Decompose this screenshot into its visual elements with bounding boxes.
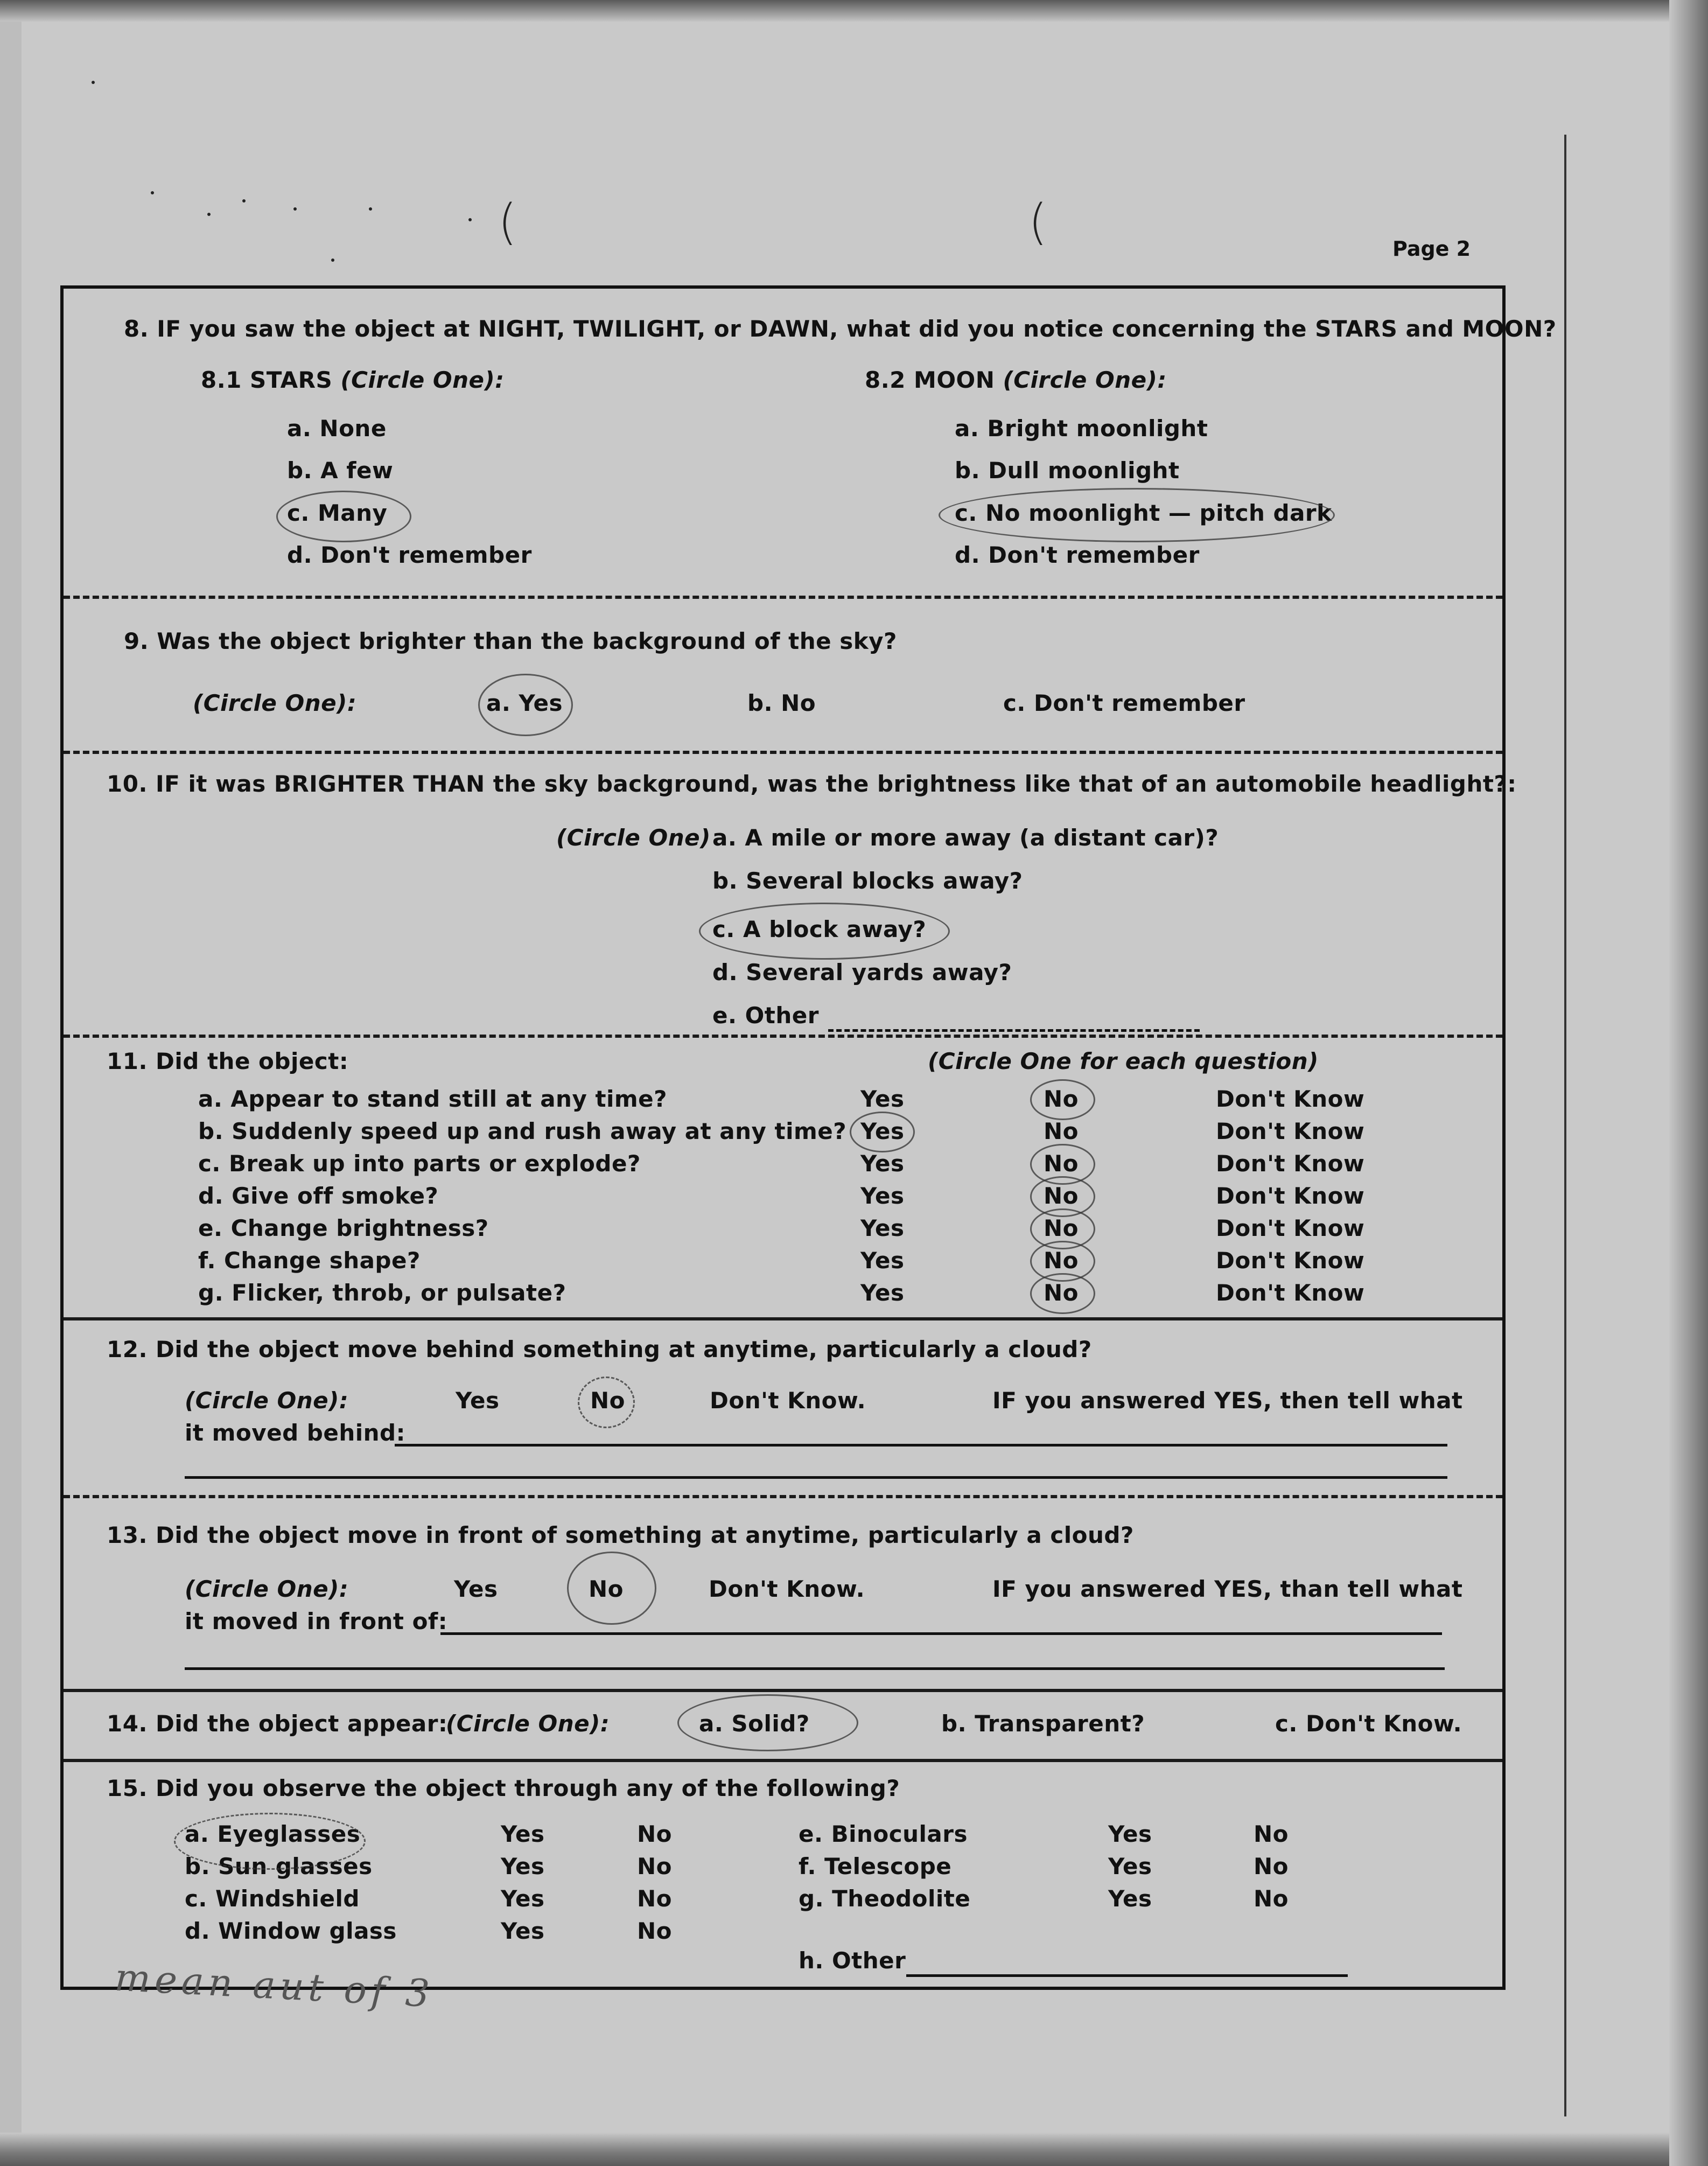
q15-answer-no[interactable]: No: [637, 1821, 673, 1847]
q13-followup-prompt: IF you answered YES, than tell what: [992, 1576, 1463, 1602]
q8-stars-instruction: (Circle One):: [340, 367, 505, 393]
q15-item-label: c. Windshield: [185, 1885, 360, 1912]
q11-instruction: (Circle One for each question): [928, 1048, 1319, 1074]
q14-option-c[interactable]: c. Don't Know.: [1275, 1710, 1462, 1737]
q11-answer-yes[interactable]: Yes: [860, 1150, 905, 1177]
q9-instruction: (Circle One):: [193, 690, 357, 716]
q8-stars-option-d[interactable]: d. Don't remember: [287, 542, 532, 568]
q15-answer-yes[interactable]: Yes: [1108, 1885, 1152, 1912]
q9-option-a[interactable]: a. Yes: [486, 690, 563, 716]
selection-circle: [174, 1813, 366, 1870]
selection-circle: [850, 1112, 915, 1152]
selection-circle: [578, 1377, 635, 1428]
margin-rule: [1564, 135, 1566, 2116]
section-divider: [64, 1495, 1502, 1498]
q8-moon-heading: [865, 367, 1167, 393]
q8-stars-option-b[interactable]: b. A few: [287, 457, 394, 484]
q15-answer-no[interactable]: No: [1254, 1821, 1289, 1847]
q15-answer-yes[interactable]: Yes: [501, 1885, 545, 1912]
q12-followup-field[interactable]: [395, 1444, 1447, 1447]
q11-answer-no[interactable]: No: [1044, 1118, 1079, 1144]
q11-answer-dont-know[interactable]: Don't Know: [1216, 1247, 1365, 1274]
speck: [293, 207, 297, 211]
q15-answer-no[interactable]: No: [637, 1918, 673, 1944]
q11-answer-dont-know[interactable]: Don't Know: [1216, 1150, 1365, 1177]
q15-answer-yes[interactable]: Yes: [501, 1918, 545, 1944]
q15-item-label: g. Theodolite: [799, 1885, 971, 1912]
selection-circle: [478, 674, 573, 736]
q11-item-label: b. Suddenly speed up and rush away at any time?: [198, 1118, 847, 1144]
q11-answer-no[interactable]: No: [1044, 1086, 1079, 1112]
q11-answer-dont-know[interactable]: Don't Know: [1216, 1086, 1365, 1112]
selection-circle: [699, 903, 950, 960]
staple-mark: (: [498, 194, 517, 250]
q11-item-label: c. Break up into parts or explode?: [198, 1150, 641, 1177]
q15-option-other[interactable]: h. Other: [799, 1947, 906, 1974]
q11-item-label: d. Give off smoke?: [198, 1183, 439, 1209]
selection-circle: [939, 488, 1335, 542]
q15-answer-yes[interactable]: Yes: [501, 1821, 545, 1847]
q12-option-yes[interactable]: Yes: [456, 1387, 500, 1414]
page-number: Page 2: [1392, 237, 1471, 261]
q8-stars-option-c[interactable]: c. Many: [287, 500, 388, 526]
section-divider: [64, 1689, 1502, 1692]
q13-followup-label: it moved in front of:: [185, 1608, 448, 1634]
q10-question: 10. IF it was BRIGHTER THAN the sky background, was the brightness like that of an automobile headlight?:: [107, 771, 1517, 797]
q14-option-a[interactable]: a. Solid?: [699, 1710, 810, 1737]
speck: [92, 81, 95, 84]
q11-answer-no[interactable]: No: [1044, 1150, 1079, 1177]
q12-followup-field-line2[interactable]: [185, 1476, 1447, 1479]
q11-item-label: e. Change brightness?: [198, 1215, 489, 1241]
q11-item-label: f. Change shape?: [198, 1247, 421, 1274]
speck: [468, 218, 472, 221]
q13-instruction: (Circle One):: [185, 1576, 349, 1602]
scan-edge-top: [0, 0, 1708, 22]
q14-question: 14. Did the object appear:: [107, 1710, 448, 1737]
q10-option-a[interactable]: a. A mile or more away (a distant car)?: [712, 825, 1219, 851]
q11-item-label: a. Appear to stand still at any time?: [198, 1086, 668, 1112]
q10-other-field[interactable]: [828, 1029, 1200, 1032]
q13-option-yes[interactable]: Yes: [454, 1576, 498, 1602]
q10-option-b[interactable]: b. Several blocks away?: [712, 868, 1023, 894]
selection-circle: [1030, 1079, 1095, 1120]
q15-answer-yes[interactable]: Yes: [1108, 1853, 1152, 1879]
q11-answer-no[interactable]: No: [1044, 1183, 1079, 1209]
q15-answer-yes[interactable]: Yes: [1108, 1821, 1152, 1847]
speck: [242, 199, 246, 202]
speck: [331, 258, 334, 262]
q10-option-c[interactable]: c. A block away?: [712, 916, 927, 942]
q11-answer-yes[interactable]: Yes: [860, 1280, 905, 1306]
q9-question: 9. Was the object brighter than the background of the sky?: [124, 628, 897, 654]
q13-followup-field[interactable]: [440, 1632, 1442, 1635]
q8-stars-title: 8.1 STARS: [201, 367, 333, 393]
q15-answer-yes[interactable]: Yes: [501, 1853, 545, 1879]
speck: [369, 207, 372, 211]
q15-answer-no[interactable]: No: [1254, 1885, 1289, 1912]
q8-stars-heading: [201, 367, 505, 393]
q9-option-c[interactable]: c. Don't remember: [1003, 690, 1245, 716]
selection-circle: [276, 491, 411, 542]
q8-stars-option-a[interactable]: a. None: [287, 415, 387, 442]
q11-answer-no[interactable]: No: [1044, 1215, 1079, 1241]
selection-circle: [567, 1552, 656, 1625]
selection-circle: [677, 1694, 858, 1751]
q12-followup-label: it moved behind:: [185, 1420, 405, 1446]
section-divider: [64, 1035, 1502, 1038]
q14-instruction: (Circle One):: [446, 1710, 610, 1737]
q14-option-b[interactable]: b. Transparent?: [941, 1710, 1145, 1737]
q12-option-dont-know[interactable]: Don't Know.: [710, 1387, 866, 1414]
q15-answer-no[interactable]: No: [637, 1885, 673, 1912]
q8-moon-option-a[interactable]: a. Bright moonlight: [955, 415, 1208, 442]
q12-question: 12. Did the object move behind something at anytime, particularly a cloud?: [107, 1336, 1092, 1363]
q12-followup-prompt: IF you answered YES, then tell what: [992, 1387, 1463, 1414]
q11-answer-no[interactable]: No: [1044, 1247, 1079, 1274]
q9-option-b[interactable]: b. No: [747, 690, 816, 716]
q11-answer-dont-know[interactable]: Don't Know: [1216, 1215, 1365, 1241]
q8-question: 8. IF you saw the object at NIGHT, TWILIGHT, or DAWN, what did you notice concerning the STARS and MOON?: [124, 316, 1557, 342]
q10-option-e[interactable]: e. Other: [712, 1002, 819, 1029]
q15-item-label: e. Binoculars: [799, 1821, 968, 1847]
section-divider: [64, 596, 1502, 599]
q13-followup-field-line2[interactable]: [185, 1667, 1445, 1670]
q12-instruction: (Circle One):: [185, 1387, 349, 1414]
q8-moon-option-c[interactable]: c. No moonlight — pitch dark: [955, 500, 1332, 526]
q10-option-d[interactable]: d. Several yards away?: [712, 959, 1012, 986]
q8-moon-instruction: (Circle One):: [1003, 367, 1167, 393]
q13-option-no[interactable]: No: [589, 1576, 624, 1602]
q11-answer-dont-know[interactable]: Don't Know: [1216, 1118, 1365, 1144]
q15-item-label: a. Eyeglasses: [185, 1821, 361, 1847]
q11-answer-dont-know[interactable]: Don't Know: [1216, 1183, 1365, 1209]
q11-answer-yes[interactable]: Yes: [860, 1086, 905, 1112]
q11-question: 11. Did the object:: [107, 1048, 349, 1074]
staple-mark: (: [1028, 194, 1048, 250]
q10-instruction: (Circle One): [556, 825, 711, 851]
q13-question: 13. Did the object move in front of something at anytime, particularly a cloud?: [107, 1522, 1134, 1548]
section-divider: [64, 751, 1502, 754]
q11-answer-yes[interactable]: Yes: [860, 1118, 905, 1144]
q11-answer-yes[interactable]: Yes: [860, 1247, 905, 1274]
q12-option-no[interactable]: No: [590, 1387, 626, 1414]
questionnaire-form: [60, 285, 1557, 2016]
q15-item-label: b. Sun glasses: [185, 1853, 373, 1879]
q15-answer-no[interactable]: No: [637, 1853, 673, 1879]
scan-edge-right: [1669, 0, 1708, 2166]
selection-circle: [1030, 1273, 1095, 1314]
q15-other-field[interactable]: [906, 1974, 1348, 1977]
q8-moon-option-d[interactable]: d. Don't remember: [955, 542, 1200, 568]
q8-moon-option-b[interactable]: b. Dull moonlight: [955, 457, 1180, 484]
q11-answer-no[interactable]: No: [1044, 1280, 1079, 1306]
scan-edge-bottom: [0, 2133, 1708, 2166]
speck: [151, 191, 154, 194]
q11-item-label: g. Flicker, throb, or pulsate?: [198, 1280, 566, 1306]
q15-answer-no[interactable]: No: [1254, 1853, 1289, 1879]
q15-item-label: f. Telescope: [799, 1853, 952, 1879]
q11-answer-yes[interactable]: Yes: [860, 1183, 905, 1209]
q15-question: 15. Did you observe the object through any of the following?: [107, 1775, 900, 1801]
q13-option-dont-know[interactable]: Don't Know.: [709, 1576, 865, 1602]
section-divider: [64, 1759, 1502, 1762]
q11-answer-dont-know[interactable]: Don't Know: [1216, 1280, 1365, 1306]
q11-answer-yes[interactable]: Yes: [860, 1215, 905, 1241]
q8-moon-title: 8.2 MOON: [865, 367, 995, 393]
section-divider: [64, 1317, 1502, 1320]
speck: [207, 213, 211, 216]
handwritten-note: mean aut of 3: [114, 1955, 435, 2016]
q15-item-label: d. Window glass: [185, 1918, 397, 1944]
